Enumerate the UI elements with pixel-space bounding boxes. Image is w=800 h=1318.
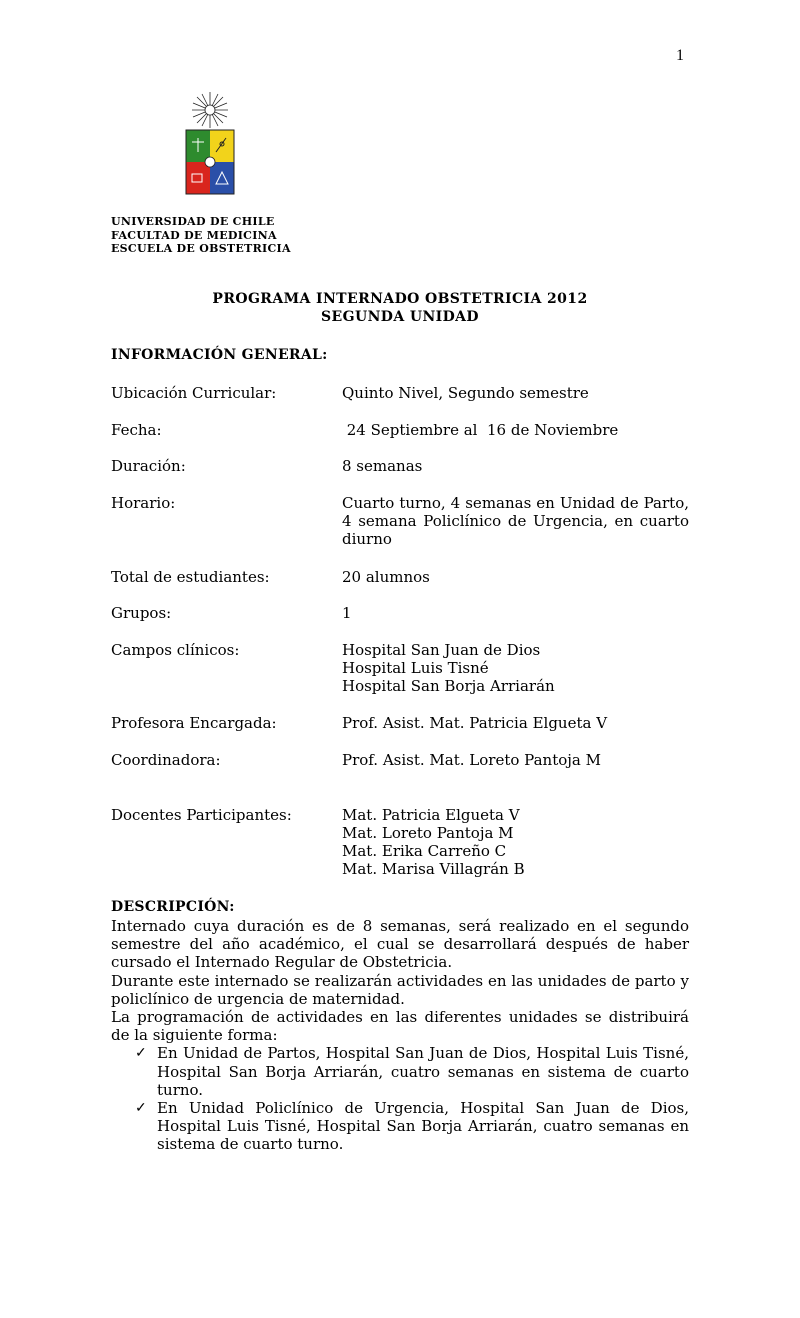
- info-label: Ubicación Curricular:: [111, 384, 277, 402]
- star-icon: [192, 92, 228, 128]
- checkmark-icon: ✓: [135, 1100, 147, 1117]
- info-label: Campos clínicos:: [111, 641, 240, 659]
- info-label: Docentes Participantes:: [111, 806, 292, 824]
- description-heading: DESCRIPCIÓN:: [111, 899, 235, 915]
- list-item: Mat. Patricia Elgueta V: [342, 806, 520, 824]
- info-value: Prof. Asist. Mat. Loreto Pantoja M: [342, 751, 601, 769]
- school-name: ESCUELA DE OBSTETRICIA: [111, 242, 291, 255]
- page-number: 1: [676, 47, 684, 64]
- description-paragraph: Durante este internado se realizarán actividades en las unidades de parto y policlínico de urgencia de maternidad.: [111, 971, 689, 1008]
- bullet-text: En Unidad de Partos, Hospital San Juan de Dios, Hospital Luis Tisné, Hospital San Borja Arriarán, cuatro semanas en sistema de cuarto turno.: [157, 1044, 689, 1099]
- faculty-name: FACULTAD DE MEDICINA: [111, 228, 277, 242]
- info-label: Duración:: [111, 457, 186, 475]
- info-value: Cuarto turno, 4 semanas en Unidad de Parto, 4 semana Policlínico de Urgencia, en cuarto diurno: [342, 494, 689, 548]
- institution-header: [111, 215, 291, 256]
- general-info-heading: INFORMACIÓN GENERAL:: [111, 347, 328, 363]
- list-item: Mat. Erika Carreño C: [342, 842, 507, 860]
- list-item: [111, 1099, 689, 1154]
- info-label: Total de estudiantes:: [111, 568, 270, 586]
- list-item: Mat. Loreto Pantoja M: [342, 824, 514, 842]
- info-label: Fecha:: [111, 421, 162, 439]
- list-item: Hospital Luis Tisné: [342, 659, 489, 677]
- list-item: Mat. Marisa Villagrán B: [342, 860, 525, 878]
- checkmark-icon: ✓: [135, 1045, 147, 1062]
- info-value: Prof. Asist. Mat. Patricia Elgueta V: [342, 714, 608, 732]
- info-value-list: [342, 641, 689, 695]
- info-value: 24 Septiembre al 16 de Noviembre: [342, 421, 619, 439]
- description-paragraph: La programación de actividades en las diferentes unidades se distribuirá de la siguiente forma:: [111, 1008, 689, 1045]
- info-label: Grupos:: [111, 604, 172, 622]
- description-body: [111, 917, 689, 1154]
- title-line-1: PROGRAMA INTERNADO OBSTETRICIA 2012: [212, 291, 588, 307]
- document-title: [0, 290, 800, 326]
- bullet-text: En Unidad Policlínico de Urgencia, Hospital San Juan de Dios, Hospital Luis Tisné, Hospital San Borja Arriarán, cuatro semanas en sistema de cuarto turno.: [157, 1099, 689, 1154]
- info-value: 1: [342, 604, 352, 622]
- info-value-list: [342, 806, 689, 878]
- info-label: Profesora Encargada:: [111, 714, 277, 732]
- info-value: 8 semanas: [342, 457, 423, 475]
- info-label: Coordinadora:: [111, 751, 221, 769]
- description-paragraph: Internado cuya duración es de 8 semanas, será realizado en el segundo semestre del año académico, el cual se desarrollará después de haber cursado el Internado Regular de Obstetricia.: [111, 917, 689, 972]
- title-line-2: SEGUNDA UNIDAD: [321, 309, 479, 325]
- university-name: UNIVERSIDAD DE CHILE: [111, 215, 275, 228]
- distribution-list: [111, 1044, 689, 1153]
- list-item: [111, 1044, 689, 1099]
- list-item: Hospital San Juan de Dios: [342, 641, 541, 659]
- university-crest-logo: [180, 92, 240, 200]
- list-item: Hospital San Borja Arriarán: [342, 677, 555, 695]
- info-value: 20 alumnos: [342, 568, 430, 586]
- info-label: Horario:: [111, 494, 176, 512]
- info-value: Quinto Nivel, Segundo semestre: [342, 384, 589, 402]
